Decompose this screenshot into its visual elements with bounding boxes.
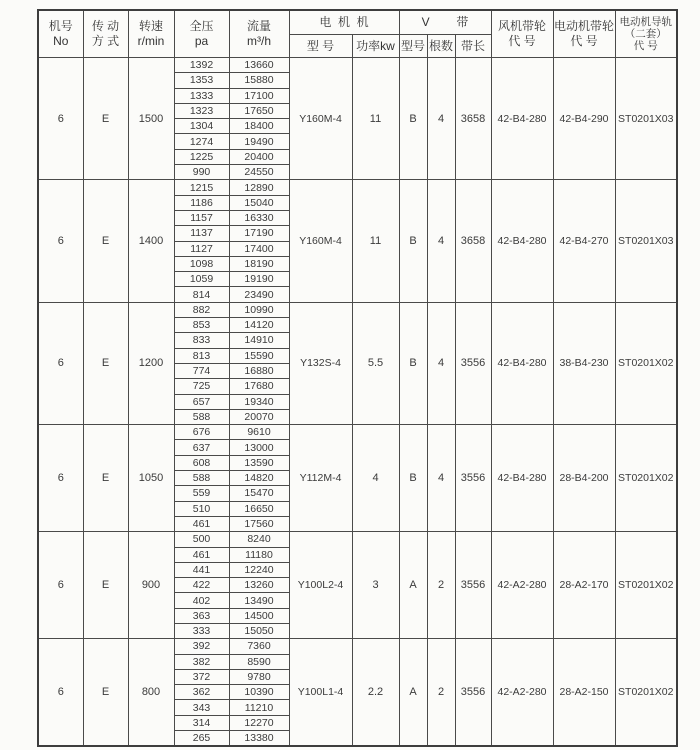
machine-no-cell: 6	[38, 180, 83, 302]
belt-count-cell: 4	[427, 180, 455, 302]
pressure-cell: 372	[174, 669, 229, 684]
pressure-cell: 402	[174, 593, 229, 608]
fan-spec-table	[37, 9, 678, 747]
belt-count-cell: 2	[427, 639, 455, 747]
speed-cell: 900	[128, 532, 174, 639]
motor-power-cell: 2.2	[352, 639, 399, 747]
motor-power-cell: 3	[352, 532, 399, 639]
belt-type-cell: B	[399, 180, 427, 302]
flow-cell: 15040	[229, 195, 289, 210]
flow-cell: 12890	[229, 180, 289, 195]
belt-length-cell: 3556	[455, 639, 491, 747]
flow-cell: 15590	[229, 348, 289, 363]
drive-mode-cell: E	[83, 532, 128, 639]
belt-length-cell: 3658	[455, 58, 491, 180]
flow-cell: 20400	[229, 149, 289, 164]
header-speed: 转速 r/min	[128, 10, 174, 58]
flow-cell: 14120	[229, 318, 289, 333]
flow-cell: 19340	[229, 394, 289, 409]
motor-rail-cell: ST0201X02	[615, 302, 677, 424]
flow-cell: 13660	[229, 58, 289, 73]
pressure-cell: 382	[174, 654, 229, 669]
pressure-cell: 1392	[174, 58, 229, 73]
flow-cell: 17100	[229, 88, 289, 103]
pressure-cell: 657	[174, 394, 229, 409]
flow-cell: 8590	[229, 654, 289, 669]
flow-cell: 12270	[229, 715, 289, 730]
flow-cell: 16650	[229, 501, 289, 516]
pressure-cell: 1225	[174, 149, 229, 164]
header-drive-mode: 传 动 方 式	[83, 10, 128, 58]
flow-cell: 13000	[229, 440, 289, 455]
belt-type-cell: A	[399, 639, 427, 747]
motor-rail-cell: ST0201X02	[615, 425, 677, 532]
pressure-cell: 559	[174, 486, 229, 501]
flow-cell: 10390	[229, 685, 289, 700]
belt-count-cell: 2	[427, 532, 455, 639]
table-row	[38, 639, 677, 654]
machine-no-cell: 6	[38, 58, 83, 180]
header-vbelt-group: V 带	[399, 10, 491, 35]
drive-mode-cell: E	[83, 425, 128, 532]
fan-pulley-cell: 42-A2-280	[491, 532, 553, 639]
pressure-cell: 314	[174, 715, 229, 730]
machine-no-cell: 6	[38, 532, 83, 639]
flow-cell: 13380	[229, 731, 289, 747]
flow-cell: 11210	[229, 700, 289, 715]
header-motor-rail: 电动机导轨 （二套） 代 号	[615, 10, 677, 58]
flow-cell: 19190	[229, 272, 289, 287]
table-row	[38, 180, 677, 195]
flow-cell: 12240	[229, 562, 289, 577]
motor-model-cell: Y132S-4	[289, 302, 352, 424]
flow-cell: 11180	[229, 547, 289, 562]
machine-no-cell: 6	[38, 302, 83, 424]
pressure-cell: 392	[174, 639, 229, 654]
pressure-cell: 1333	[174, 88, 229, 103]
motor-rail-cell: ST0201X03	[615, 180, 677, 302]
flow-cell: 17400	[229, 241, 289, 256]
header-machine-no: 机号 No	[38, 10, 83, 58]
pressure-cell: 500	[174, 532, 229, 547]
flow-cell: 20070	[229, 409, 289, 424]
flow-cell: 9780	[229, 669, 289, 684]
header-motor-power: 功率kw	[352, 35, 399, 58]
fan-pulley-cell: 42-B4-280	[491, 180, 553, 302]
pressure-cell: 422	[174, 578, 229, 593]
pressure-cell: 676	[174, 425, 229, 440]
flow-cell: 8240	[229, 532, 289, 547]
table-row	[38, 532, 677, 547]
pressure-cell: 1098	[174, 256, 229, 271]
pressure-cell: 362	[174, 685, 229, 700]
belt-length-cell: 3658	[455, 180, 491, 302]
motor-model-cell: Y160M-4	[289, 58, 352, 180]
belt-count-cell: 4	[427, 425, 455, 532]
belt-length-cell: 3556	[455, 532, 491, 639]
header-pressure: 全压 pa	[174, 10, 229, 58]
flow-cell: 15050	[229, 623, 289, 638]
motor-pulley-cell: 28-B4-200	[553, 425, 615, 532]
motor-pulley-cell: 42-B4-270	[553, 180, 615, 302]
motor-model-cell: Y100L1-4	[289, 639, 352, 747]
pressure-cell: 1304	[174, 119, 229, 134]
pressure-cell: 363	[174, 608, 229, 623]
fan-pulley-cell: 42-B4-280	[491, 58, 553, 180]
flow-cell: 23490	[229, 287, 289, 302]
motor-pulley-cell: 28-A2-150	[553, 639, 615, 747]
header-vbelt-count: 根数	[427, 35, 455, 58]
flow-cell: 15470	[229, 486, 289, 501]
table-row	[38, 302, 677, 317]
motor-model-cell: Y100L2-4	[289, 532, 352, 639]
motor-power-cell: 5.5	[352, 302, 399, 424]
pressure-cell: 882	[174, 302, 229, 317]
header-vbelt-length: 带长	[455, 35, 491, 58]
flow-cell: 16330	[229, 210, 289, 225]
speed-cell: 1200	[128, 302, 174, 424]
drive-mode-cell: E	[83, 302, 128, 424]
flow-cell: 13590	[229, 455, 289, 470]
drive-mode-cell: E	[83, 639, 128, 747]
header-flow: 流量 m³/h	[229, 10, 289, 58]
pressure-cell: 1274	[174, 134, 229, 149]
pressure-cell: 814	[174, 287, 229, 302]
flow-cell: 18190	[229, 256, 289, 271]
pressure-cell: 1353	[174, 73, 229, 88]
pressure-cell: 1157	[174, 210, 229, 225]
belt-type-cell: B	[399, 58, 427, 180]
belt-length-cell: 3556	[455, 302, 491, 424]
flow-cell: 24550	[229, 165, 289, 180]
pressure-cell: 343	[174, 700, 229, 715]
pressure-cell: 1059	[174, 272, 229, 287]
flow-cell: 19490	[229, 134, 289, 149]
header-motor-group: 电 机 机	[289, 10, 399, 35]
pressure-cell: 588	[174, 409, 229, 424]
pressure-cell: 1186	[174, 195, 229, 210]
header-vbelt-model: 型号	[399, 35, 427, 58]
speed-cell: 1050	[128, 425, 174, 532]
pressure-cell: 1137	[174, 226, 229, 241]
flow-cell: 7360	[229, 639, 289, 654]
pressure-cell: 833	[174, 333, 229, 348]
flow-cell: 17680	[229, 379, 289, 394]
header-motor-pulley: 电动机带轮 代 号	[553, 10, 615, 58]
pressure-cell: 510	[174, 501, 229, 516]
motor-pulley-cell: 42-B4-290	[553, 58, 615, 180]
belt-type-cell: B	[399, 302, 427, 424]
flow-cell: 14820	[229, 471, 289, 486]
motor-pulley-cell: 38-B4-230	[553, 302, 615, 424]
speed-cell: 1500	[128, 58, 174, 180]
motor-model-cell: Y112M-4	[289, 425, 352, 532]
motor-power-cell: 11	[352, 180, 399, 302]
motor-rail-cell: ST0201X02	[615, 532, 677, 639]
flow-cell: 16880	[229, 363, 289, 378]
pressure-cell: 813	[174, 348, 229, 363]
pressure-cell: 1323	[174, 103, 229, 118]
pressure-cell: 333	[174, 623, 229, 638]
pressure-cell: 461	[174, 547, 229, 562]
belt-type-cell: B	[399, 425, 427, 532]
motor-rail-cell: ST0201X03	[615, 58, 677, 180]
fan-pulley-cell: 42-B4-280	[491, 302, 553, 424]
pressure-cell: 637	[174, 440, 229, 455]
pressure-cell: 608	[174, 455, 229, 470]
motor-model-cell: Y160M-4	[289, 180, 352, 302]
speed-cell: 800	[128, 639, 174, 747]
header-fan-pulley: 风机带轮 代 号	[491, 10, 553, 58]
pressure-cell: 725	[174, 379, 229, 394]
flow-cell: 15880	[229, 73, 289, 88]
pressure-cell: 853	[174, 318, 229, 333]
fan-pulley-cell: 42-B4-280	[491, 425, 553, 532]
motor-power-cell: 4	[352, 425, 399, 532]
motor-power-cell: 11	[352, 58, 399, 180]
pressure-cell: 774	[174, 363, 229, 378]
belt-length-cell: 3556	[455, 425, 491, 532]
table-body	[38, 58, 677, 747]
belt-count-cell: 4	[427, 302, 455, 424]
pressure-cell: 265	[174, 731, 229, 747]
pressure-cell: 588	[174, 471, 229, 486]
drive-mode-cell: E	[83, 58, 128, 180]
machine-no-cell: 6	[38, 639, 83, 747]
fan-pulley-cell: 42-A2-280	[491, 639, 553, 747]
table-row	[38, 58, 677, 73]
motor-pulley-cell: 28-A2-170	[553, 532, 615, 639]
flow-cell: 13260	[229, 578, 289, 593]
flow-cell: 14910	[229, 333, 289, 348]
flow-cell: 17560	[229, 516, 289, 531]
pressure-cell: 1215	[174, 180, 229, 195]
flow-cell: 9610	[229, 425, 289, 440]
table-header	[38, 10, 677, 58]
flow-cell: 17650	[229, 103, 289, 118]
pressure-cell: 990	[174, 165, 229, 180]
motor-rail-cell: ST0201X02	[615, 639, 677, 747]
flow-cell: 14500	[229, 608, 289, 623]
pressure-cell: 441	[174, 562, 229, 577]
belt-type-cell: A	[399, 532, 427, 639]
table-row	[38, 425, 677, 440]
speed-cell: 1400	[128, 180, 174, 302]
flow-cell: 17190	[229, 226, 289, 241]
pressure-cell: 461	[174, 516, 229, 531]
pressure-cell: 1127	[174, 241, 229, 256]
machine-no-cell: 6	[38, 425, 83, 532]
flow-cell: 13490	[229, 593, 289, 608]
belt-count-cell: 4	[427, 58, 455, 180]
drive-mode-cell: E	[83, 180, 128, 302]
flow-cell: 10990	[229, 302, 289, 317]
header-motor-model: 型 号	[289, 35, 352, 58]
flow-cell: 18400	[229, 119, 289, 134]
